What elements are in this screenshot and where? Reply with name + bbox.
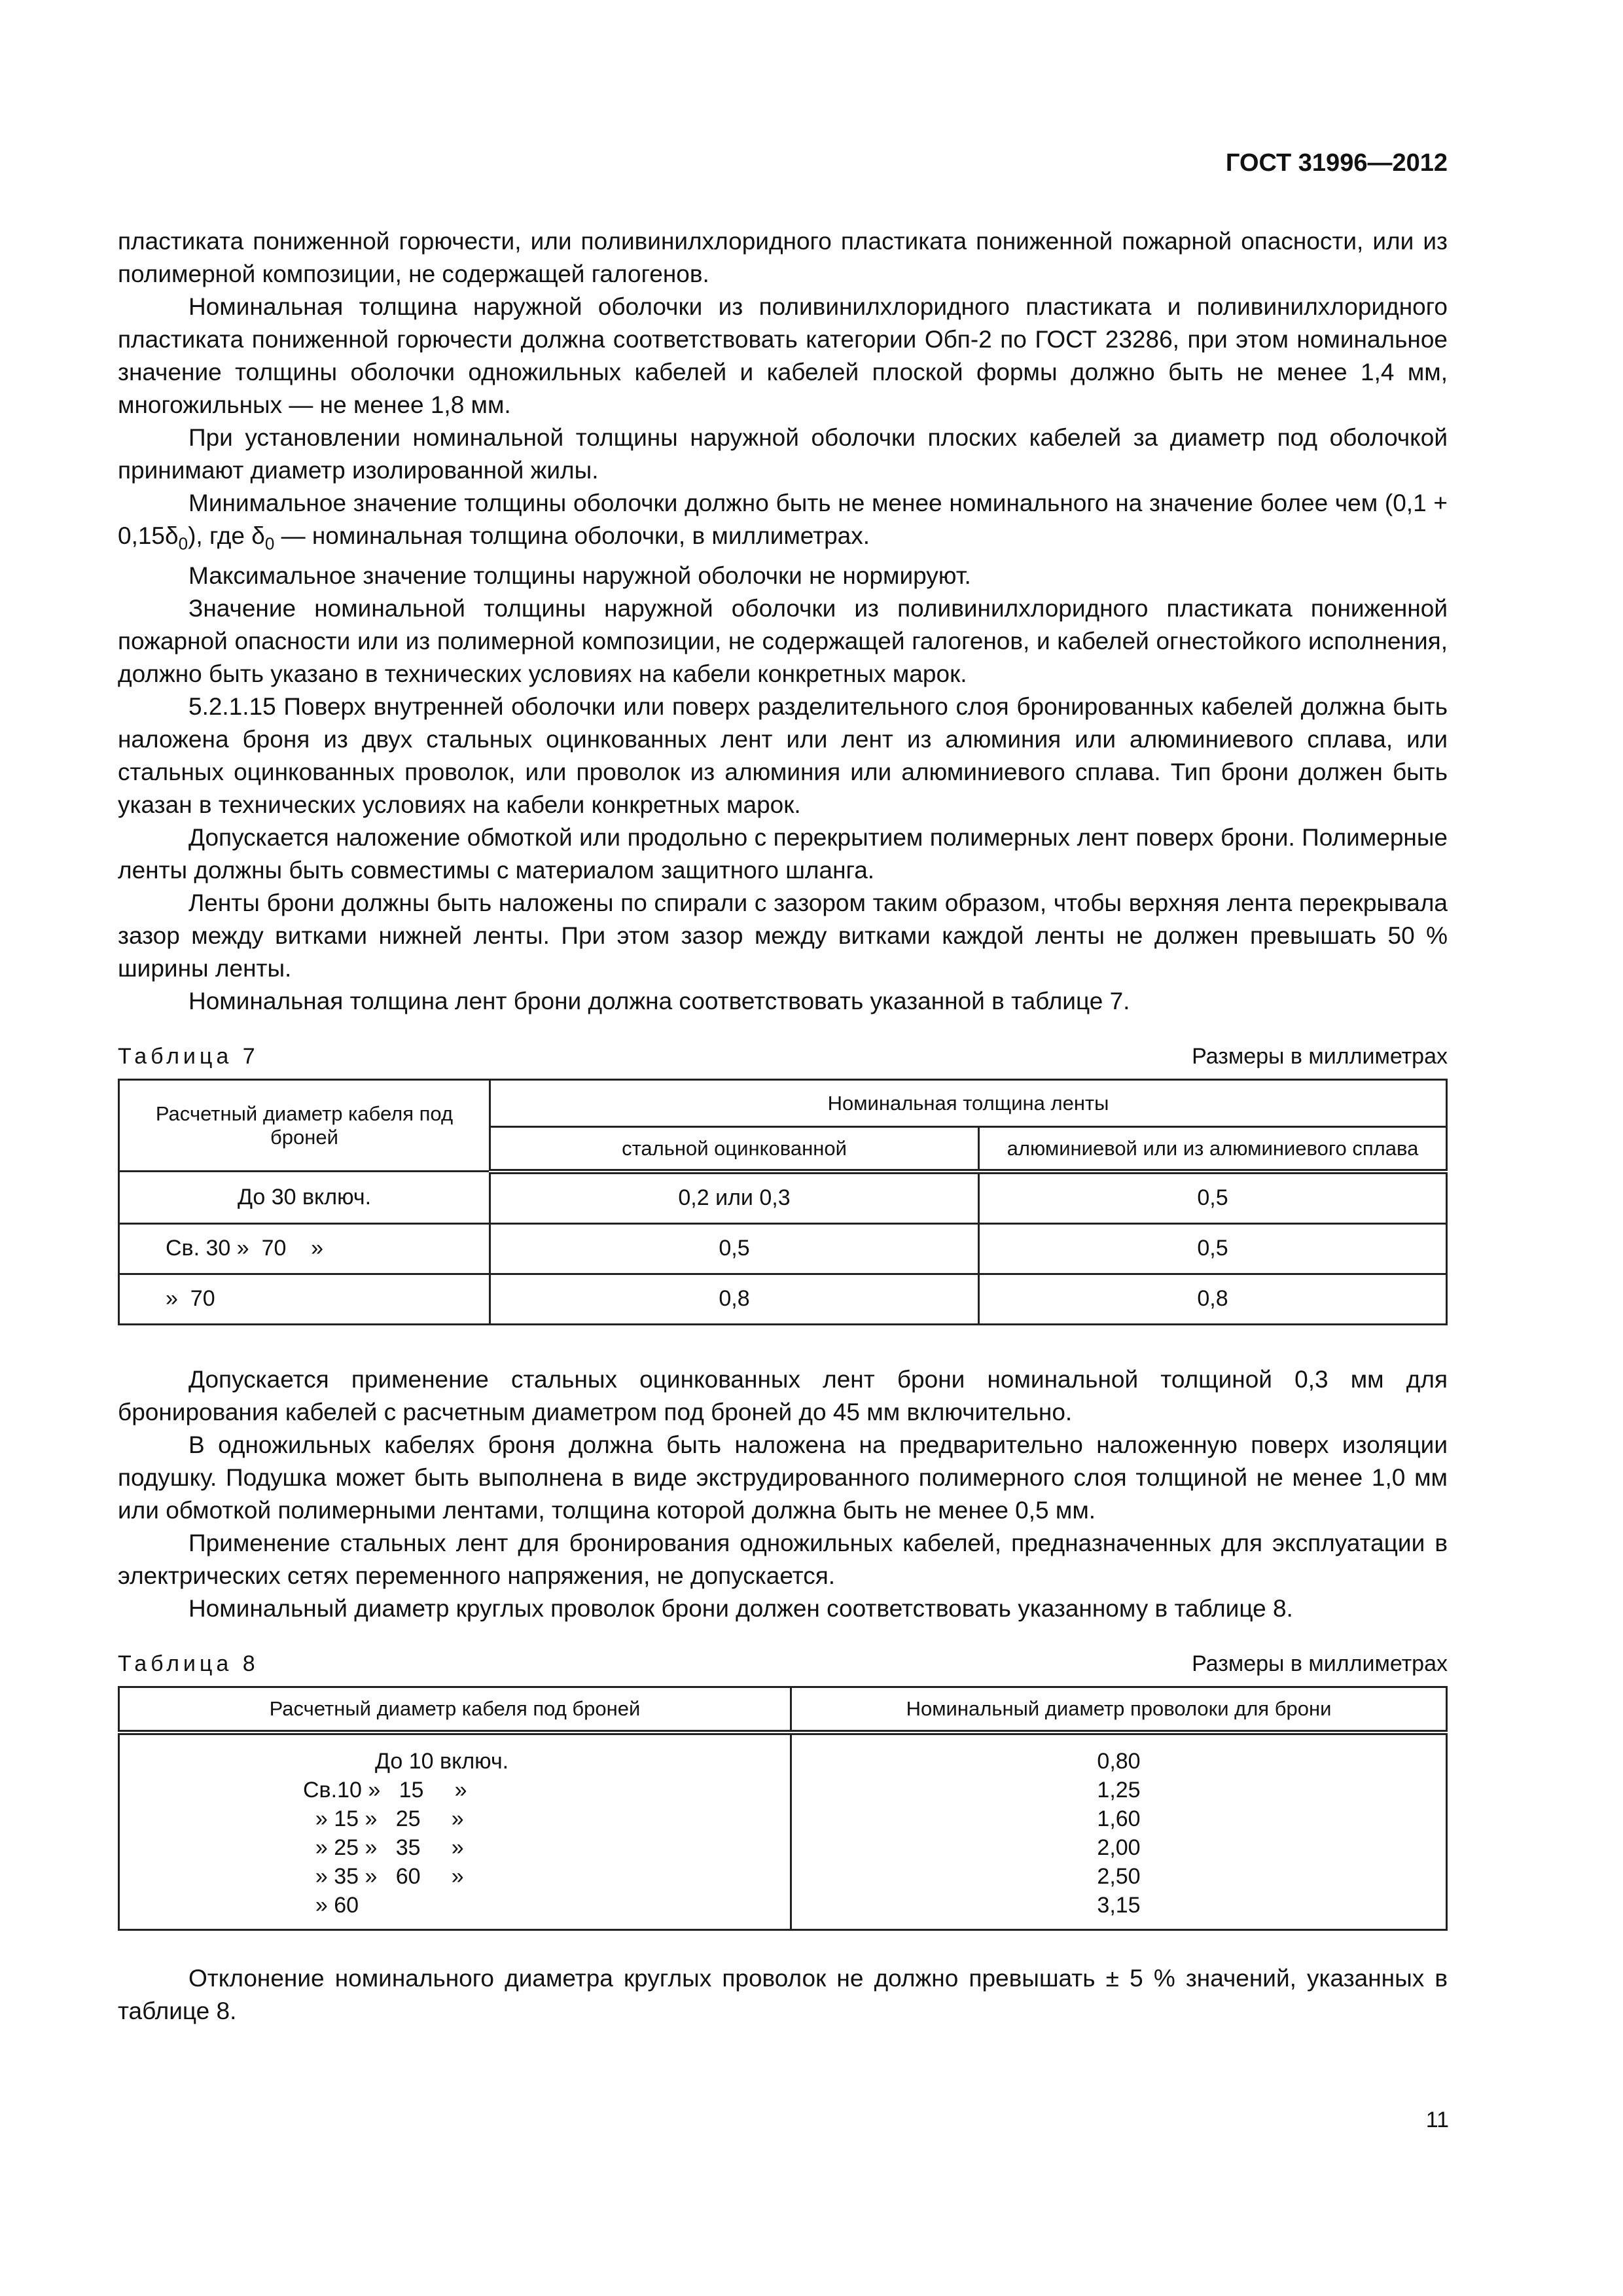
table7-header-steel: стальной оцинкованной <box>490 1127 979 1172</box>
paragraph: В одножильных кабелях броня должна быть наложена на предварительно наложенную поверх изоляции подушку. Подушка может быть выполнена в виде экструдированного полимерного слоя толщиной не менее 1,0 мм или обмоткой полимерными лентами, толщина которой должна быть не менее 0,5 мм. <box>118 1431 1448 1524</box>
page-content <box>118 225 1448 2028</box>
table-cell: До 10 включ. <box>375 1749 509 1774</box>
table-row <box>119 1732 1447 1930</box>
table8-header-wire-diameter: Номинальный диаметр проволоки для брони <box>791 1687 1447 1732</box>
subscript: 0 <box>178 533 188 554</box>
paragraph: пластиката пониженной горючести, или поливинилхлоридного пластиката пониженной пожарной опасности, или из полимерной композиции, не содержащей галогенов. <box>118 228 1448 287</box>
paragraph: Номинальная толщина наружной оболочки из поливинилхлоридного пластиката и поливинилхлоридного пластиката пониженной горючести должна соответствовать категории Обп-2 по ГОСТ 23286, при этом номинальное значение толщины оболочки одножильных кабелей и кабелей плоской формы должно быть не менее 1,4 мм, многожильных — не менее 1,8 мм. <box>118 293 1448 418</box>
table-cell: 0,5 <box>979 1172 1447 1224</box>
table8-wire-column <box>791 1732 1447 1930</box>
document-id-header: ГОСТ 31996—2012 <box>1225 149 1448 177</box>
paragraph-text: ), где δ <box>188 522 265 549</box>
paragraph: Применение стальных лент для бронирования одножильных кабелей, предназначенных для эксплуатации в электрических сетях переменного напряжения, не допускается. <box>118 1529 1448 1589</box>
table8-header-diameter: Расчетный диаметр кабеля под броней <box>119 1687 791 1732</box>
table8-caption-row <box>118 1651 1448 1677</box>
paragraph: Максимальное значение толщины наружной оболочки не нормируют. <box>188 562 971 590</box>
table-row <box>119 1223 1447 1274</box>
paragraph: Ленты брони должны быть наложены по спирали с зазором таким образом, чтобы верхняя лента перекрывала зазор между витками нижней ленты. При этом зазор между витками каждой ленты не должен превышать 50 % ширины ленты. <box>118 889 1448 982</box>
table8 <box>118 1686 1448 1931</box>
paragraph-text: Минимальное значение толщины оболочки должно быть не менее номинального на значение более чем (0,1 + 0,15δ <box>118 490 1448 549</box>
table-cell: 1,60 <box>1097 1806 1141 1832</box>
table-cell: » 35 » 60 » <box>303 1864 464 1890</box>
paragraph-min-thickness <box>118 487 1448 560</box>
table-cell: 2,00 <box>1097 1835 1141 1861</box>
table-cell: » 15 » 25 » <box>303 1806 464 1832</box>
table7-caption-row <box>118 1044 1448 1069</box>
table-cell: 1,25 <box>1097 1778 1141 1803</box>
table-cell: Св.10 » 15 » <box>303 1778 467 1803</box>
table-cell: 2,50 <box>1097 1864 1141 1890</box>
paragraph-clause-5-2-1-15: 5.2.1.15 Поверх внутренней оболочки или поверх разделительного слоя бронированных кабелей должна быть наложена броня из двух стальных оцинкованных лент или лент из алюминия или алюминиевого сплава, или стальных оцинкованных проволок, или проволок из алюминия или алюминиевого сплава. Тип брони должен быть указан в технических условиях на кабели конкретных марок. <box>118 693 1448 819</box>
table7-units: Размеры в миллиметрах <box>1192 1044 1448 1069</box>
table8-diameter-column <box>119 1732 791 1930</box>
paragraph-text: — номинальная толщина оболочки, в миллиметрах. <box>274 522 870 549</box>
table8-caption: Таблица 8 <box>118 1651 259 1676</box>
table-cell: » 60 <box>303 1893 359 1918</box>
paragraph: Отклонение номинального диаметра круглых проволок не должно превышать ± 5 % значений, указанных в таблице 8. <box>118 1965 1448 2025</box>
table-cell: 0,2 или 0,3 <box>490 1172 979 1224</box>
table8-units: Размеры в миллиметрах <box>1192 1651 1448 1676</box>
table-row <box>119 1172 1447 1224</box>
paragraph: При установлении номинальной толщины наружной оболочки плоских кабелей за диаметр под оболочкой принимают диаметр изолированной жилы. <box>118 424 1448 484</box>
table-cell: » 70 <box>119 1274 490 1324</box>
paragraph: Значение номинальной толщины наружной оболочки из поливинилхлоридного пластиката пониженной пожарной опасности или из полимерной композиции, не содержащей галогенов, и кабелей огнестойкого исполнения, должно быть указано в технических условиях на кабели конкретных марок. <box>118 595 1448 688</box>
table7 <box>118 1079 1448 1325</box>
table7-header-aluminium: алюминиевой или из алюминиевого сплава <box>979 1127 1447 1172</box>
table-cell: 0,8 <box>490 1274 979 1324</box>
table-row <box>119 1274 1447 1324</box>
table-cell: 0,5 <box>490 1223 979 1274</box>
subscript: 0 <box>264 533 275 554</box>
table-cell: 3,15 <box>1097 1893 1141 1918</box>
paragraph: Допускается применение стальных оцинкованных лент брони номинальной толщиной 0,3 мм для бронирования кабелей с расчетным диаметром под броней до 45 мм включительно. <box>118 1365 1448 1426</box>
table-cell: До 30 включ. <box>119 1172 490 1224</box>
table-cell: 0,80 <box>1097 1749 1141 1774</box>
table7-header-diameter: Расчетный диаметр кабеля под броней <box>119 1080 490 1172</box>
page-number: 11 <box>1425 2108 1449 2132</box>
table-cell: 0,8 <box>979 1274 1447 1324</box>
paragraph: Номинальная толщина лент брони должна соответствовать указанной в таблице 7. <box>188 988 1130 1015</box>
table7-caption: Таблица 7 <box>118 1044 259 1069</box>
table-cell: Св. 30 » 70 » <box>119 1223 490 1274</box>
table7-header-thickness: Номинальная толщина ленты <box>490 1080 1447 1127</box>
paragraph: Допускается наложение обмоткой или продольно с перекрытием полимерных лент поверх брони. Полимерные ленты должны быть совместимы с материалом защитного шланга. <box>118 824 1448 884</box>
table-cell: » 25 » 35 » <box>303 1835 464 1861</box>
table-cell: 0,5 <box>979 1223 1447 1274</box>
paragraph: Номинальный диаметр круглых проволок брони должен соответствовать указанному в таблице 8. <box>188 1594 1293 1622</box>
